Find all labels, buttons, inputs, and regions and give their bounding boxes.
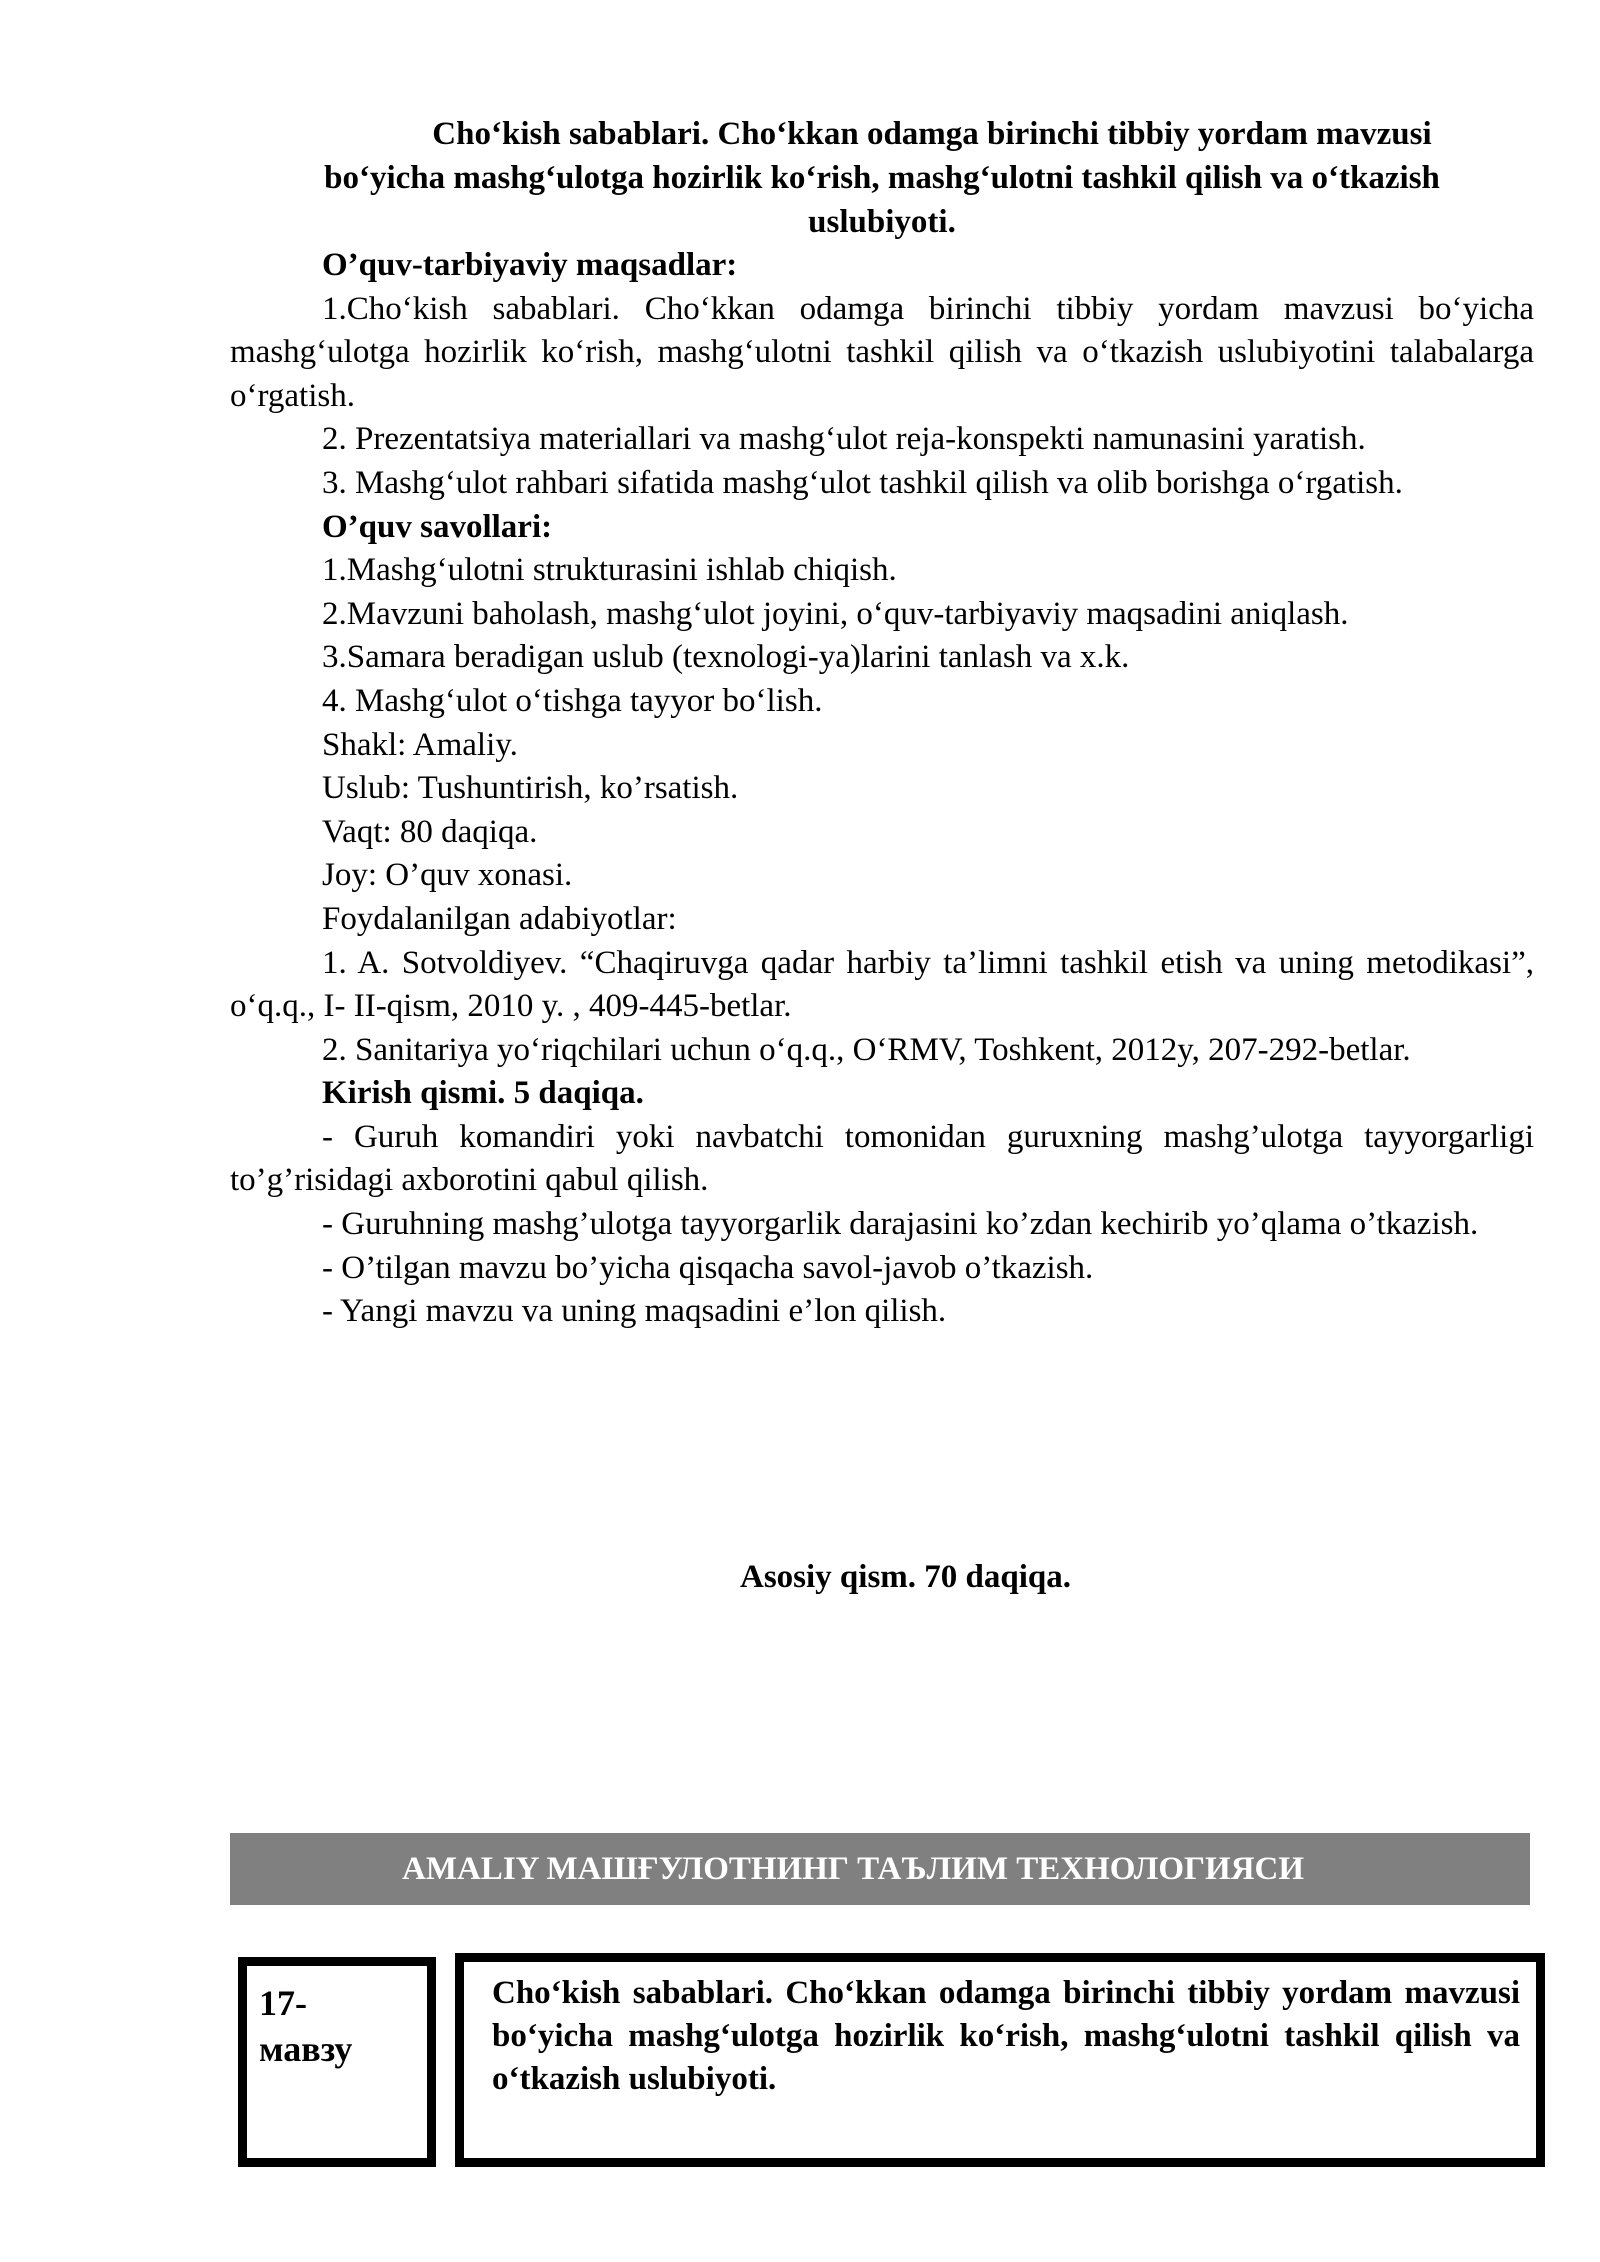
title-line-3: uslubiyoti.	[808, 204, 956, 240]
literature-heading: Foydalanilgan adabiyotlar:	[322, 900, 677, 937]
literature-item-1: 1. A. Sotvoldiyev. “Chaqiruvga qadar harbiy ta’limni tashkil etish va uning metodikasi”, o‘q.q., I- II-qism, 2010 y. , 409-445-betlar.	[230, 944, 1534, 1025]
topic-word: мавзу	[259, 2029, 353, 2069]
document-title	[230, 112, 1534, 244]
question-item-2: 2.Mavzuni baholash, mashg‘ulot joyini, o‘quv-tarbiyaviy maqsadini aniqlash.	[322, 595, 1349, 632]
topic-number: 17-	[259, 1983, 307, 2023]
goals-heading: O’quv-tarbiyaviy maqsadlar:	[322, 247, 738, 283]
topic-title-text: Cho‘kish sabablari. Cho‘kkan odamga birinchi tibbiy yordam mavzusi bo‘yicha mashg‘ulotga hozirlik ko‘rish, mashg‘ulotni tashkil qilish va o‘tkazish uslubiyoti.	[492, 1975, 1520, 2097]
goal-item-2: 2. Prezentatsiya materiallari va mashg‘ulot reja-konspekti namunasini yaratish.	[322, 421, 1366, 458]
goal-item-3: 3. Mashg‘ulot rahbari sifatida mashg‘ulot tashkil qilish va olib borishga o‘rgatish.	[322, 464, 1403, 501]
info-vaqt: Vaqt: 80 daqiqa.	[322, 813, 538, 850]
question-item-1: 1.Mashg‘ulotni strukturasini ishlab chiqish.	[322, 552, 897, 589]
topic-title-box	[455, 1953, 1545, 2167]
intro-item-2: - Guruhning mashg’ulotga tayyorgarlik darajasini ko’zdan kechirib yo’qlama o’tkazish.	[322, 1206, 1479, 1243]
title-line-1: Cho‘kish sabablari. Cho‘kkan odamga birinchi tibbiy yordam mavzusi	[432, 116, 1432, 152]
info-uslub: Uslub: Tushuntirish, ko’rsatish.	[322, 770, 739, 807]
literature-item-2: 2. Sanitariya yo‘riqchilari uchun o‘q.q., O‘RMV, Toshkent, 2012y, 207-292-betlar.	[322, 1031, 1411, 1068]
question-item-4: 4. Mashg‘ulot o‘tishga tayyor bo‘lish.	[322, 682, 823, 719]
intro-heading: Kirish qismi. 5 daqiqa.	[322, 1075, 644, 1112]
section-banner	[230, 1833, 1530, 1905]
questions-heading: O’quv savollari:	[322, 508, 553, 545]
question-item-3: 3.Samara beradigan uslub (texnologi-ya)larini tanlash va x.k.	[322, 639, 1130, 676]
info-shakl: Shakl: Amaliy.	[322, 726, 518, 763]
goal-item-1: 1.Cho‘kish sabablari. Cho‘kkan odamga birinchi tibbiy yordam mavzusi bo‘yicha mashg‘ulotga hozirlik ko‘rish, mashg‘ulotni tashkil qilish va o‘tkazish uslubiyotini talabalarga o‘rgatish.	[230, 290, 1534, 414]
intro-item-3: - O’tilgan mavzu bo’yicha qisqacha savol-javob o’tkazish.	[322, 1249, 1094, 1286]
intro-item-4: - Yangi mavzu va uning maqsadini e’lon qilish.	[322, 1293, 947, 1330]
topic-number-box	[238, 1957, 436, 2167]
main-part-heading: Asosiy qism. 70 daqiqa.	[740, 1559, 1072, 1595]
banner-text: AMALIY МАШҒУЛОТНИНГ ТАЪЛИМ ТЕХНОЛОГИЯСИ	[402, 1850, 1305, 1887]
info-joy: Joy: O’quv xonasi.	[322, 857, 573, 894]
title-line-2: bo‘yicha mashg‘ulotga hozirlik ko‘rish, mashg‘ulotni tashkil qilish va o‘tkazish	[324, 160, 1440, 196]
intro-item-1: - Guruh komandiri yoki navbatchi tomonidan guruxning mashg’ulotga tayyorgarligi to’g’risidagi axborotini qabul qilish.	[230, 1118, 1534, 1199]
document-body	[230, 112, 1534, 1334]
